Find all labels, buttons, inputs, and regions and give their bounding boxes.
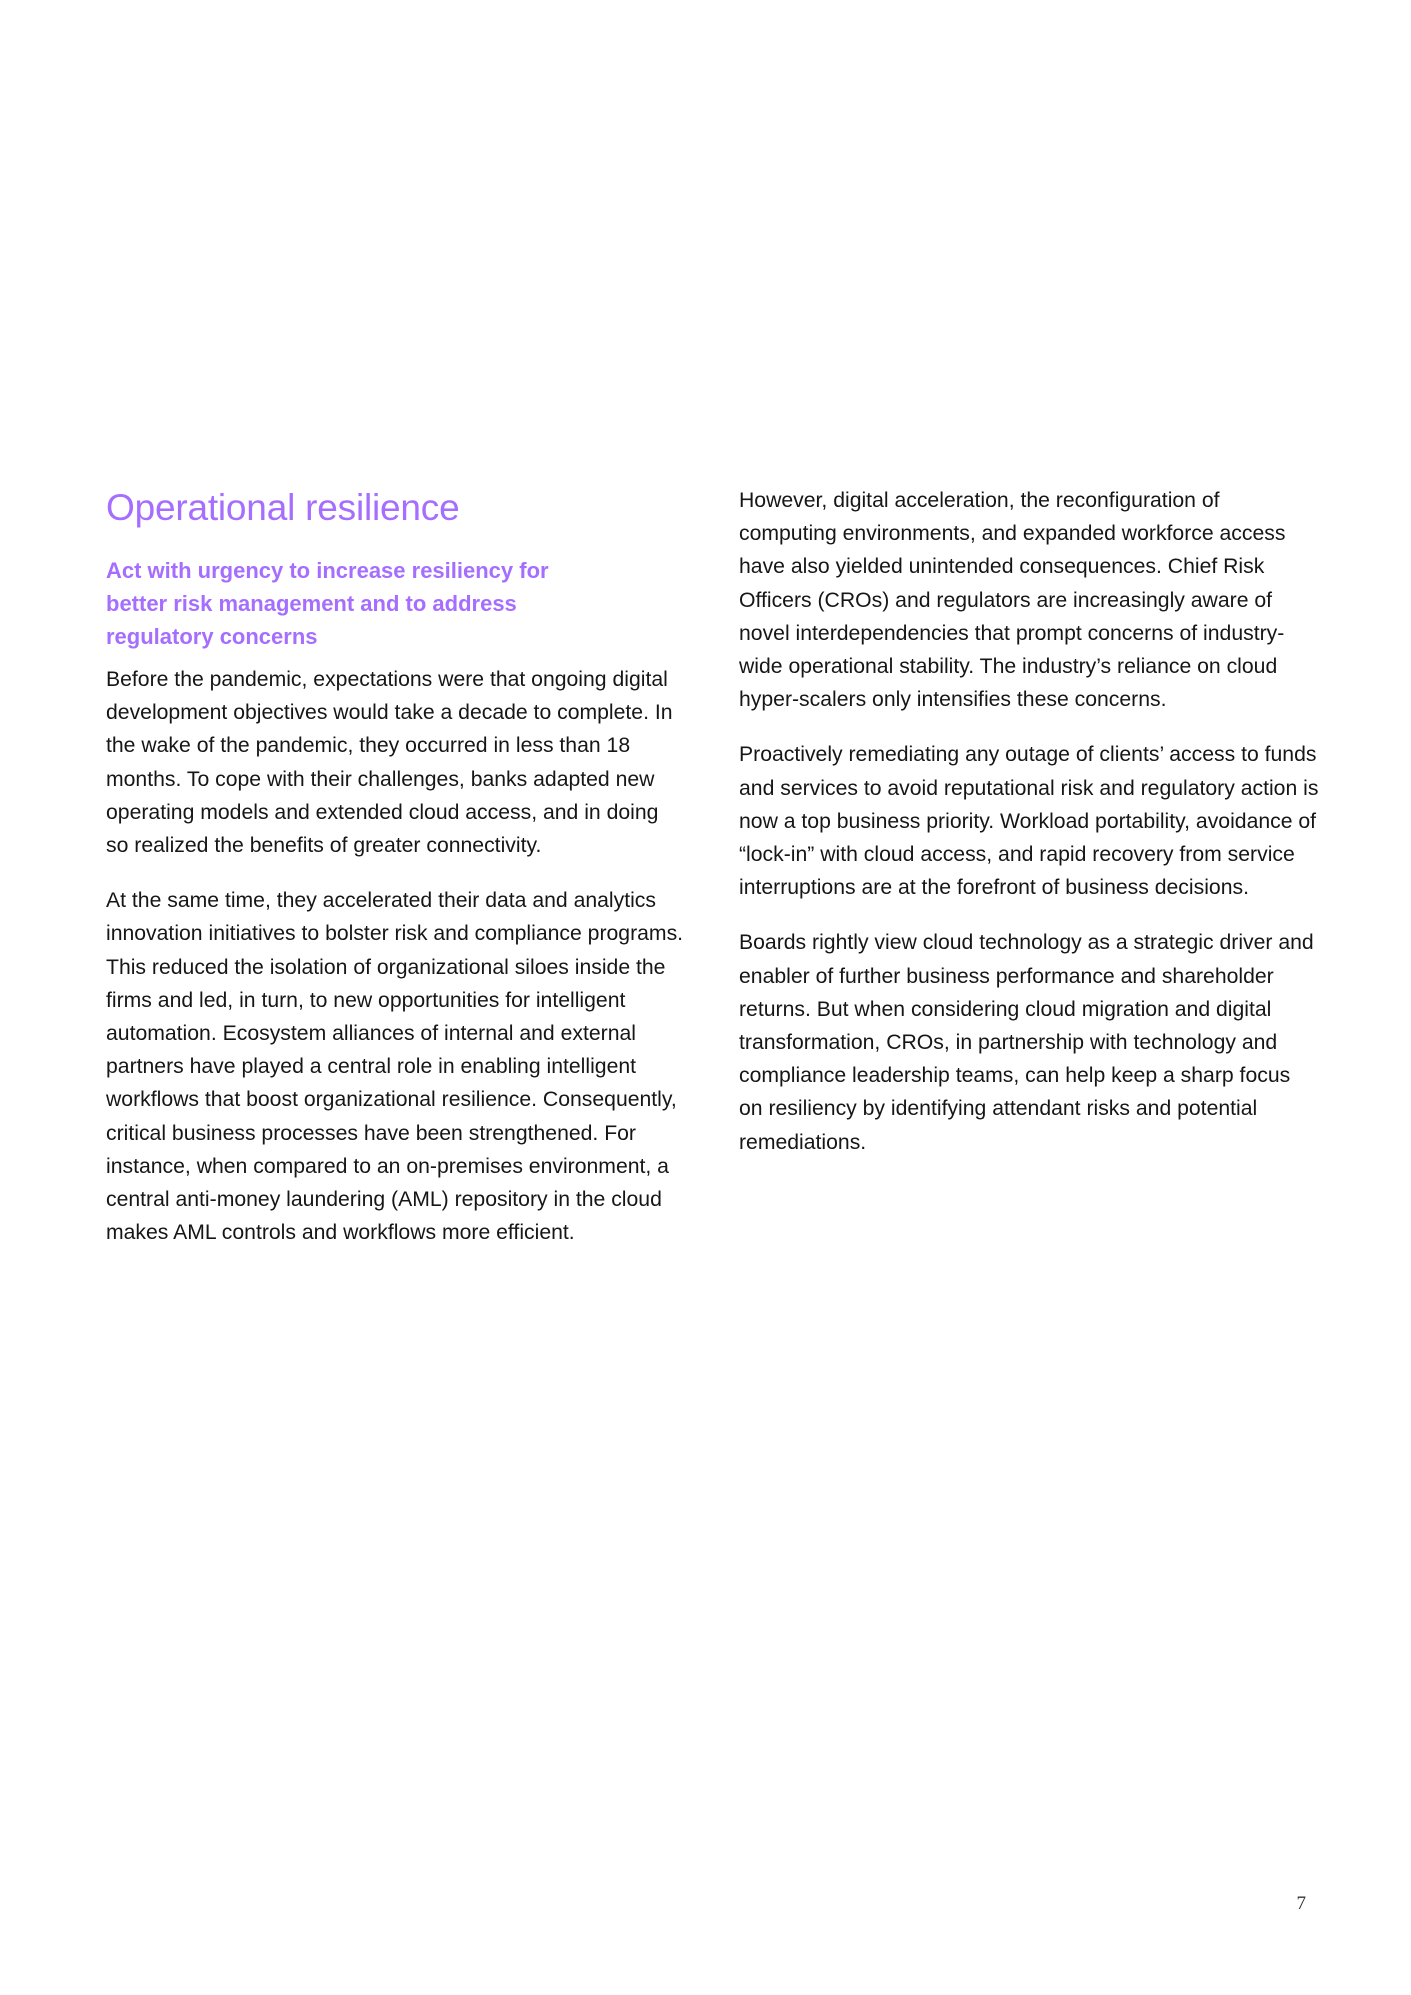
right-paragraph-1: However, digital acceleration, the reconfiguration of computing environments, and expanded workforce access have also yielded unintended consequences. Chief Risk Officers (CROs) and regulators are increasingly aware of novel interdependencies that prompt concerns of industry-wide operational stability. The industry’s reliance on cloud hyper-scalers only intensifies these concerns. [739, 489, 1286, 712]
right-paragraph-2: Proactively remediating any outage of clients’ access to funds and services to avoid reputational risk and regulatory action is now a top business priority. Workload portability, avoidance of “lock-in” with cloud access, and rapid recovery from service interruptions are at the forefront of business decisions. [739, 743, 1319, 900]
right-paragraph-3: Boards rightly view cloud technology as a strategic driver and enabler of further business performance and shareholder returns. But when considering cloud migration and digital transformation, CROs, in partnership with technology and compliance leadership teams, can help keep a sharp focus on resiliency by identifying attendant risks and potential remediations. [739, 931, 1314, 1154]
right-column [739, 484, 1319, 1181]
left-paragraph-1: Before the pandemic, expectations were that ongoing digital development objectives would take a decade to complete. In the wake of the pandemic, they occurred in less than 18 months. To cope with their challenges, banks adapted new operating models and extended cloud access, and in doing so realized the benefits of greater connectivity. [106, 668, 673, 858]
left-column [106, 486, 686, 1271]
left-paragraph-2: At the same time, they accelerated their data and analytics innovation initiatives to bolster risk and compliance programs. This reduced the isolation of organizational siloes inside the firms and led, in turn, to new opportunities for intelligent automation. Ecosystem alliances of internal and external partners have played a central role in enabling intelligent workflows that boost organizational resilience. Consequently, critical business processes have been strengthened. For instance, when compared to an on-premises environment, a central anti-money laundering (AML) repository in the cloud makes AML controls and workflows more efficient. [106, 889, 684, 1245]
section-subheading: Act with urgency to increase resiliency for better risk management and to address regulatory concerns [106, 558, 549, 649]
page-number: 7 [1296, 1893, 1306, 1914]
section-title: Operational resilience [106, 487, 460, 528]
